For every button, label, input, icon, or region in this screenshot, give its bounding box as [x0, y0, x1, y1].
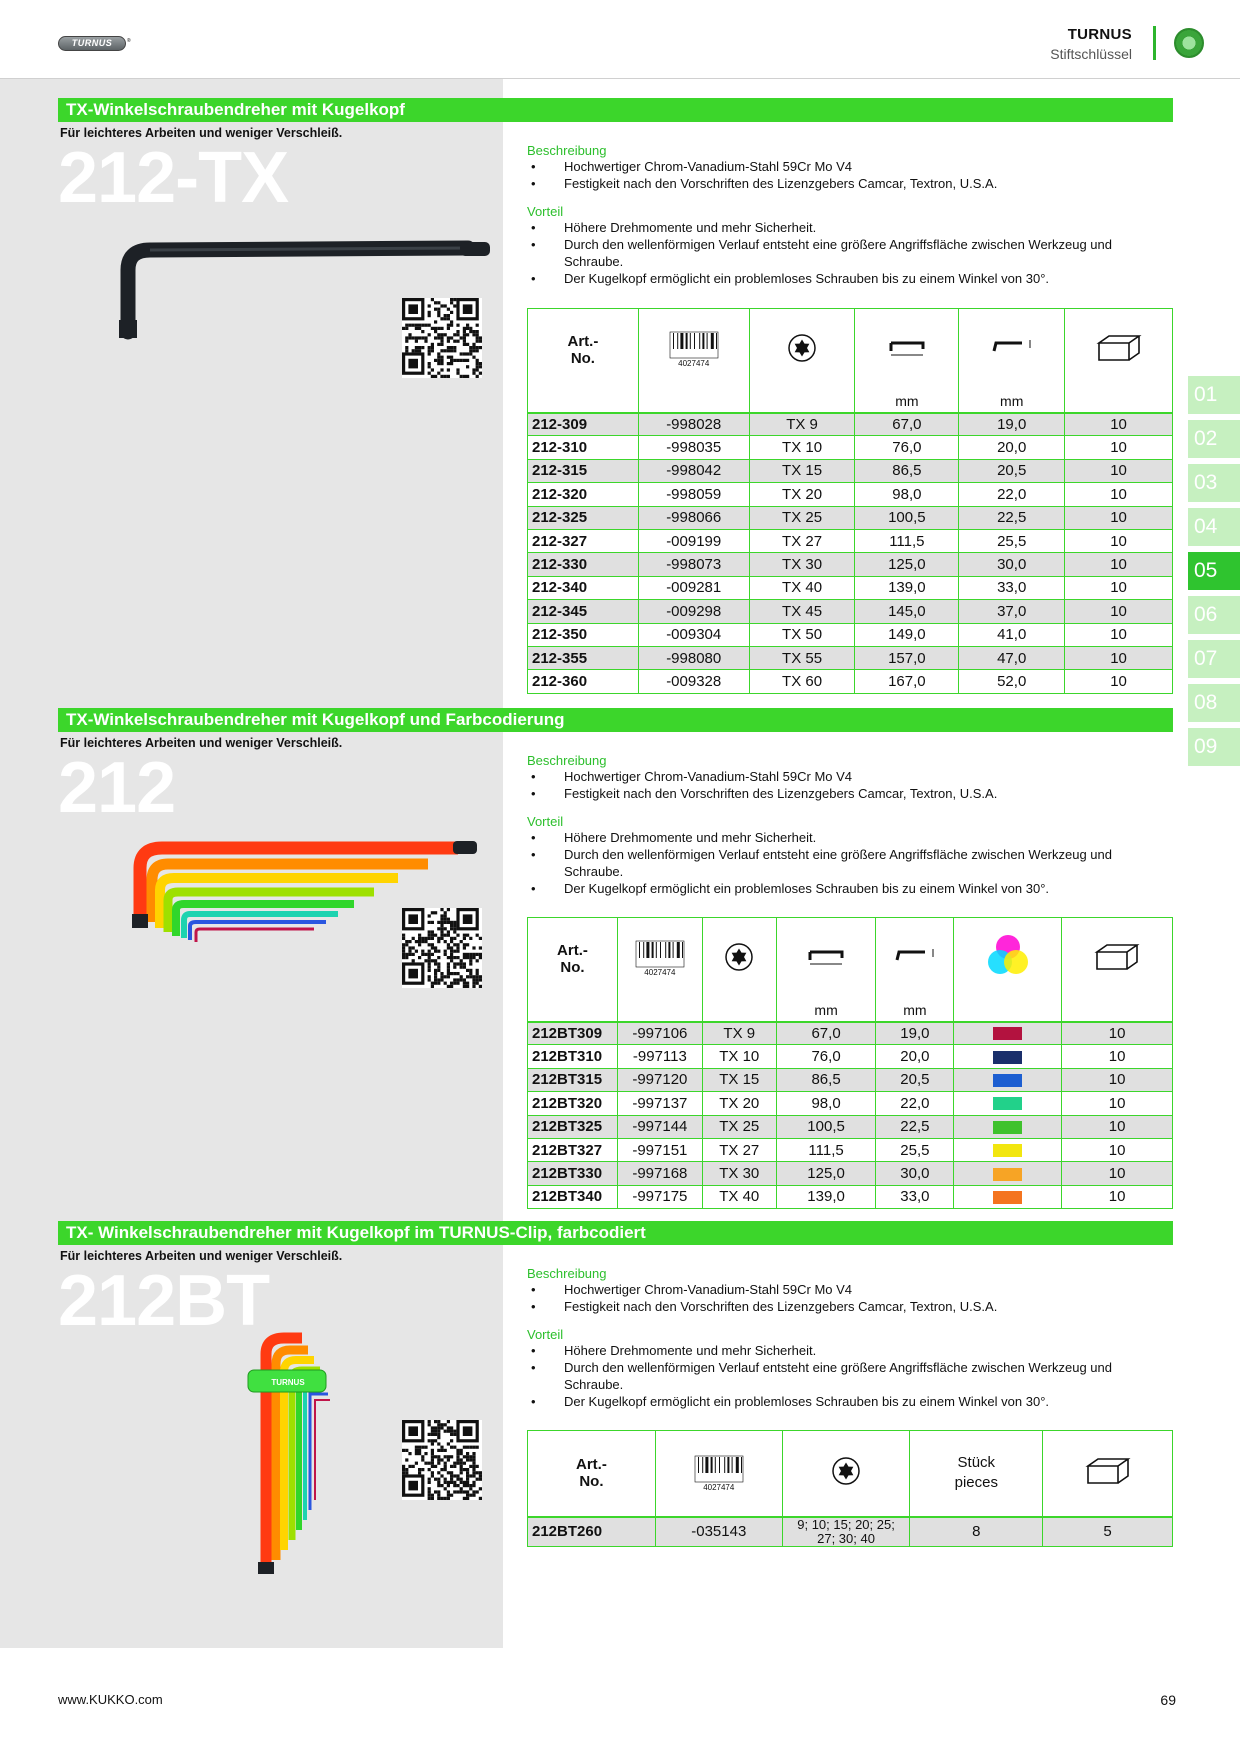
color-swatch — [993, 1121, 1022, 1134]
color-swatch — [993, 1027, 1022, 1040]
table-cell: 19,0 — [959, 413, 1065, 436]
table-cell: TX 10 — [749, 436, 855, 459]
table-cell: TX 9 — [702, 1022, 776, 1045]
table-cell: 19,0 — [876, 1022, 954, 1045]
table-cell: 10 — [1065, 600, 1173, 623]
category-name: Stiftschlüssel — [1050, 46, 1132, 62]
brand-divider — [1153, 26, 1156, 60]
table-cell: 20,5 — [959, 459, 1065, 482]
table-row — [528, 670, 1173, 693]
table-cell: 212BT310 — [528, 1045, 618, 1068]
table-cell: -009298 — [638, 600, 749, 623]
table-cell: 20,0 — [876, 1045, 954, 1068]
table-cell: 212BT309 — [528, 1022, 618, 1045]
table-cell: -997168 — [617, 1162, 702, 1185]
table-cell: TX 30 — [702, 1162, 776, 1185]
table-cell: 10 — [1062, 1185, 1173, 1208]
section3-adv-item: • Durch den wellenförmigen Verlauf entsteht eine größere Angriffsfläche zwischen Werkzeug und Schraube. — [527, 1359, 1167, 1393]
table-row — [528, 646, 1173, 669]
table-cell: 10 — [1062, 1138, 1173, 1161]
table-cell: 10 — [1065, 623, 1173, 646]
section3-desc-head: Beschreibung — [527, 1266, 607, 1281]
section2-adv-head: Vorteil — [527, 814, 564, 829]
table-row — [528, 623, 1173, 646]
table-cell: -998059 — [638, 483, 749, 506]
table-cell: 139,0 — [776, 1185, 876, 1208]
short-arm-icon — [876, 918, 954, 1000]
table-cell: TX 60 — [749, 670, 855, 693]
table-cell: 25,5 — [959, 529, 1065, 552]
torx-icon — [702, 918, 776, 1000]
table-cell: TX 15 — [702, 1068, 776, 1091]
table-cell: 10 — [1062, 1092, 1173, 1115]
section2-desc-item: • Festigkeit nach den Vorschriften des Lizenzgebers Camcar, Textron, U.S.A. — [527, 785, 1167, 802]
table-cell: 10 — [1065, 436, 1173, 459]
section3-qr-code — [402, 1420, 482, 1500]
table-cell: 10 — [1065, 553, 1173, 576]
table-cell: 212BT315 — [528, 1068, 618, 1091]
table-row — [528, 553, 1173, 576]
table-cell: 212-325 — [528, 506, 639, 529]
section1-subtitle: Für leichteres Arbeiten und weniger Verschleiß. — [60, 126, 343, 140]
table-cell: 9; 10; 15; 20; 25; 27; 30; 40 — [782, 1517, 910, 1547]
table-cell: 10 — [1062, 1162, 1173, 1185]
art-no-header: Art.- No. — [528, 918, 618, 1000]
section3-desc-item: • Hochwertiger Chrom-Vanadium-Stahl 59Cr Mo V4 — [527, 1281, 1167, 1298]
table-cell: -998080 — [638, 646, 749, 669]
table-cell: 41,0 — [959, 623, 1065, 646]
table-cell: -998035 — [638, 436, 749, 459]
section2-qr-code — [402, 908, 482, 988]
table-cell: 86,5 — [776, 1068, 876, 1091]
table-cell: 47,0 — [959, 646, 1065, 669]
table-cell: 212-360 — [528, 670, 639, 693]
table-cell: 212-350 — [528, 623, 639, 646]
unit-mm: mm — [855, 391, 959, 413]
section3-adv-item: • Höhere Drehmomente und mehr Sicherheit. — [527, 1342, 1167, 1359]
section1-desc-item: • Festigkeit nach den Vorschriften des Lizenzgebers Camcar, Textron, U.S.A. — [527, 175, 1167, 192]
table-cell: 33,0 — [959, 576, 1065, 599]
section3-adv-head: Vorteil — [527, 1327, 564, 1342]
table-cell: 157,0 — [855, 646, 959, 669]
table-cell: 212-309 — [528, 413, 639, 436]
table-cell: TX 27 — [702, 1138, 776, 1161]
table-cell: 8 — [910, 1517, 1043, 1547]
table-cell: 76,0 — [776, 1045, 876, 1068]
table-cell: TX 20 — [749, 483, 855, 506]
table-cell: 30,0 — [959, 553, 1065, 576]
footer-url[interactable]: www.KUKKO.com — [58, 1692, 163, 1707]
length-icon — [855, 309, 959, 391]
section2-model: 212 — [58, 748, 176, 828]
table-cell: 25,5 — [876, 1138, 954, 1161]
package-icon — [1062, 918, 1173, 1000]
table-row — [528, 506, 1173, 529]
table-row — [528, 1022, 1173, 1045]
chapter-tab-01[interactable]: 01 — [1188, 376, 1240, 414]
section2-subtitle: Für leichteres Arbeiten und weniger Verschleiß. — [60, 736, 343, 750]
table-cell: 10 — [1062, 1045, 1173, 1068]
table-row — [528, 1068, 1173, 1091]
table-cell: 10 — [1065, 413, 1173, 436]
section1-adv-item: • Höhere Drehmomente und mehr Sicherheit. — [527, 219, 1167, 236]
unit-mm: mm — [776, 1000, 876, 1022]
table-cell: 22,0 — [876, 1092, 954, 1115]
table-cell: -035143 — [655, 1517, 782, 1547]
color-swatch — [993, 1191, 1022, 1204]
table-cell: -009199 — [638, 529, 749, 552]
table-cell: 111,5 — [776, 1138, 876, 1161]
short-arm-icon — [959, 309, 1065, 391]
table-cell: 212BT340 — [528, 1185, 618, 1208]
color-swatch — [993, 1051, 1022, 1064]
section1-table — [527, 308, 1173, 694]
table-cell: 67,0 — [776, 1022, 876, 1045]
table-cell: 212-340 — [528, 576, 639, 599]
table-cell: TX 25 — [702, 1115, 776, 1138]
section3-title: TX- Winkelschraubendreher mit Kugelkopf im TURNUS-Clip, farbcodiert — [58, 1221, 1173, 1245]
section1-desc-head: Beschreibung — [527, 143, 607, 158]
table-cell: 212-310 — [528, 436, 639, 459]
section1-adv-item: • Durch den wellenförmigen Verlauf entsteht eine größere Angriffsfläche zwischen Werkzeug und Schraube. — [527, 236, 1167, 270]
table-cell: 10 — [1062, 1022, 1173, 1045]
section3-adv-item: • Der Kugelkopf ermöglicht ein problemloses Schrauben bis zu einem Winkel von 30°. — [527, 1393, 1167, 1410]
header-divider — [0, 78, 1240, 79]
table-cell: 10 — [1062, 1115, 1173, 1138]
chapter-tab-09[interactable]: 09 — [1188, 728, 1240, 766]
table-cell: 212-320 — [528, 483, 639, 506]
section2-adv-item: • Durch den wellenförmigen Verlauf entsteht eine größere Angriffsfläche zwischen Werkzeug und Schraube. — [527, 846, 1167, 880]
section2-adv-item: • Der Kugelkopf ermöglicht ein problemloses Schrauben bis zu einem Winkel von 30°. — [527, 880, 1167, 897]
table-cell: 86,5 — [855, 459, 959, 482]
table-cell: 125,0 — [855, 553, 959, 576]
table-cell: -997175 — [617, 1185, 702, 1208]
table-cell: TX 30 — [749, 553, 855, 576]
table-row — [528, 1045, 1173, 1068]
table-cell: 149,0 — [855, 623, 959, 646]
section3-table — [527, 1430, 1173, 1547]
section2-table — [527, 917, 1173, 1209]
table-cell: 10 — [1065, 529, 1173, 552]
length-icon — [776, 918, 876, 1000]
table-cell: 212BT320 — [528, 1092, 618, 1115]
table-cell: TX 40 — [702, 1185, 776, 1208]
table-cell: TX 45 — [749, 600, 855, 623]
section1-adv-item: • Der Kugelkopf ermöglicht ein problemloses Schrauben bis zu einem Winkel von 30°. — [527, 270, 1167, 287]
table-cell: 76,0 — [855, 436, 959, 459]
table-cell: -998066 — [638, 506, 749, 529]
table-cell: 100,5 — [855, 506, 959, 529]
section3-subtitle: Für leichteres Arbeiten und weniger Verschleiß. — [60, 1249, 343, 1263]
table-cell: 10 — [1065, 459, 1173, 482]
chapter-tab-08[interactable]: 08 — [1188, 684, 1240, 722]
table-cell: 22,5 — [959, 506, 1065, 529]
table-row — [528, 1185, 1173, 1208]
table-cell: TX 15 — [749, 459, 855, 482]
chapter-tab-07[interactable]: 07 — [1188, 640, 1240, 678]
table-cell: 98,0 — [855, 483, 959, 506]
section2-adv-item: • Höhere Drehmomente und mehr Sicherheit. — [527, 829, 1167, 846]
table-cell: 52,0 — [959, 670, 1065, 693]
section1-model: 212-TX — [58, 138, 289, 218]
package-icon — [1065, 309, 1173, 391]
table-cell: 10 — [1065, 483, 1173, 506]
table-row — [528, 413, 1173, 436]
table-row — [528, 529, 1173, 552]
table-cell: TX 27 — [749, 529, 855, 552]
section2-description — [527, 753, 1167, 897]
color-swatch-cell — [954, 1138, 1062, 1161]
clip-label: TURNUS — [271, 1378, 305, 1387]
table-row — [528, 1517, 1173, 1547]
table-cell: 212BT325 — [528, 1115, 618, 1138]
color-swatch-cell — [954, 1162, 1062, 1185]
table-cell: TX 9 — [749, 413, 855, 436]
table-cell: -997144 — [617, 1115, 702, 1138]
color-swatch — [993, 1074, 1022, 1087]
clip-key-set-image — [240, 1330, 340, 1575]
table-cell: 212BT260 — [528, 1517, 656, 1547]
table-cell: 10 — [1065, 670, 1173, 693]
color-swatch — [993, 1097, 1022, 1110]
table-cell: 22,5 — [876, 1115, 954, 1138]
color-swatch — [993, 1168, 1022, 1181]
color-swatch — [993, 1144, 1022, 1157]
art-no-header: Art.- No. — [528, 309, 639, 391]
turnus-logo: TURNUS ® — [58, 36, 126, 51]
pieces-header: Stück pieces — [910, 1431, 1043, 1517]
color-swatch-cell — [954, 1045, 1062, 1068]
table-cell: 111,5 — [855, 529, 959, 552]
section2-desc-item: • Hochwertiger Chrom-Vanadium-Stahl 59Cr Mo V4 — [527, 768, 1167, 785]
table-cell: TX 50 — [749, 623, 855, 646]
chapter-tab-05[interactable]: 05 — [1188, 552, 1240, 590]
table-cell: -997137 — [617, 1092, 702, 1115]
table-cell: 10 — [1062, 1068, 1173, 1091]
section2-desc-head: Beschreibung — [527, 753, 607, 768]
section3-description — [527, 1266, 1167, 1410]
table-row — [528, 436, 1173, 459]
table-cell: TX 25 — [749, 506, 855, 529]
table-row — [528, 1092, 1173, 1115]
table-cell: -009328 — [638, 670, 749, 693]
color-swatch-cell — [954, 1115, 1062, 1138]
chapter-tab-02[interactable]: 02 — [1188, 420, 1240, 458]
table-cell: 212-355 — [528, 646, 639, 669]
table-row — [528, 1115, 1173, 1138]
table-cell: 20,5 — [876, 1068, 954, 1091]
section1-title: TX-Winkelschraubendreher mit Kugelkopf — [58, 98, 1173, 122]
table-cell: -997113 — [617, 1045, 702, 1068]
table-cell: TX 40 — [749, 576, 855, 599]
table-cell: 100,5 — [776, 1115, 876, 1138]
table-row — [528, 459, 1173, 482]
art-no-header: Art.- No. — [528, 1431, 656, 1517]
chapter-tab-06[interactable]: 06 — [1188, 596, 1240, 634]
table-cell: 20,0 — [959, 436, 1065, 459]
company-seal-icon — [1174, 28, 1204, 58]
table-row — [528, 483, 1173, 506]
color-swatch-cell — [954, 1022, 1062, 1045]
table-cell: 212-327 — [528, 529, 639, 552]
table-cell: 139,0 — [855, 576, 959, 599]
table-cell: 10 — [1065, 646, 1173, 669]
table-cell: -998073 — [638, 553, 749, 576]
table-cell: 10 — [1065, 576, 1173, 599]
section3-desc-item: • Festigkeit nach den Vorschriften des Lizenzgebers Camcar, Textron, U.S.A. — [527, 1298, 1167, 1315]
table-cell: 98,0 — [776, 1092, 876, 1115]
torx-icon — [782, 1431, 910, 1517]
table-cell: -009281 — [638, 576, 749, 599]
color-swatch-cell — [954, 1092, 1062, 1115]
unit-mm: mm — [876, 1000, 954, 1022]
section1-desc-item: • Hochwertiger Chrom-Vanadium-Stahl 59Cr Mo V4 — [527, 158, 1167, 175]
barcode-icon: 4027474 — [638, 309, 749, 391]
brand-name: TURNUS — [1067, 26, 1132, 43]
barcode-icon: 4027474 — [655, 1431, 782, 1517]
table-cell: 212BT330 — [528, 1162, 618, 1185]
section1-adv-head: Vorteil — [527, 204, 564, 219]
unit-mm: mm — [959, 391, 1065, 413]
table-cell: 212BT327 — [528, 1138, 618, 1161]
torx-icon — [749, 309, 855, 391]
table-cell: -997151 — [617, 1138, 702, 1161]
section1-qr-code — [402, 298, 482, 378]
page-number: 69 — [1160, 1692, 1176, 1708]
table-cell: TX 55 — [749, 646, 855, 669]
table-cell: TX 20 — [702, 1092, 776, 1115]
color-code-icon — [954, 918, 1062, 1000]
table-cell: -997120 — [617, 1068, 702, 1091]
table-cell: 212-345 — [528, 600, 639, 623]
table-row — [528, 1138, 1173, 1161]
barcode-icon: 4027474 — [617, 918, 702, 1000]
table-cell: 30,0 — [876, 1162, 954, 1185]
table-cell: 10 — [1065, 506, 1173, 529]
chapter-tab-04[interactable]: 04 — [1188, 508, 1240, 546]
table-cell: 167,0 — [855, 670, 959, 693]
section2-title: TX-Winkelschraubendreher mit Kugelkopf und Farbcodierung — [58, 708, 1173, 732]
table-cell: 212-330 — [528, 553, 639, 576]
color-swatch-cell — [954, 1068, 1062, 1091]
color-swatch-cell — [954, 1185, 1062, 1208]
section3-model: 212BT — [58, 1261, 270, 1341]
package-icon — [1043, 1431, 1173, 1517]
table-row — [528, 600, 1173, 623]
table-cell: 145,0 — [855, 600, 959, 623]
table-cell: 212-315 — [528, 459, 639, 482]
section1-description — [527, 143, 1167, 287]
table-cell: -998028 — [638, 413, 749, 436]
table-row — [528, 576, 1173, 599]
table-cell: -997106 — [617, 1022, 702, 1045]
table-row — [528, 1162, 1173, 1185]
table-cell: 37,0 — [959, 600, 1065, 623]
table-cell: 22,0 — [959, 483, 1065, 506]
chapter-tab-03[interactable]: 03 — [1188, 464, 1240, 502]
table-cell: -998042 — [638, 459, 749, 482]
table-cell: -009304 — [638, 623, 749, 646]
table-cell: 67,0 — [855, 413, 959, 436]
table-cell: TX 10 — [702, 1045, 776, 1068]
table-cell: 5 — [1043, 1517, 1173, 1547]
table-cell: 125,0 — [776, 1162, 876, 1185]
table-cell: 33,0 — [876, 1185, 954, 1208]
